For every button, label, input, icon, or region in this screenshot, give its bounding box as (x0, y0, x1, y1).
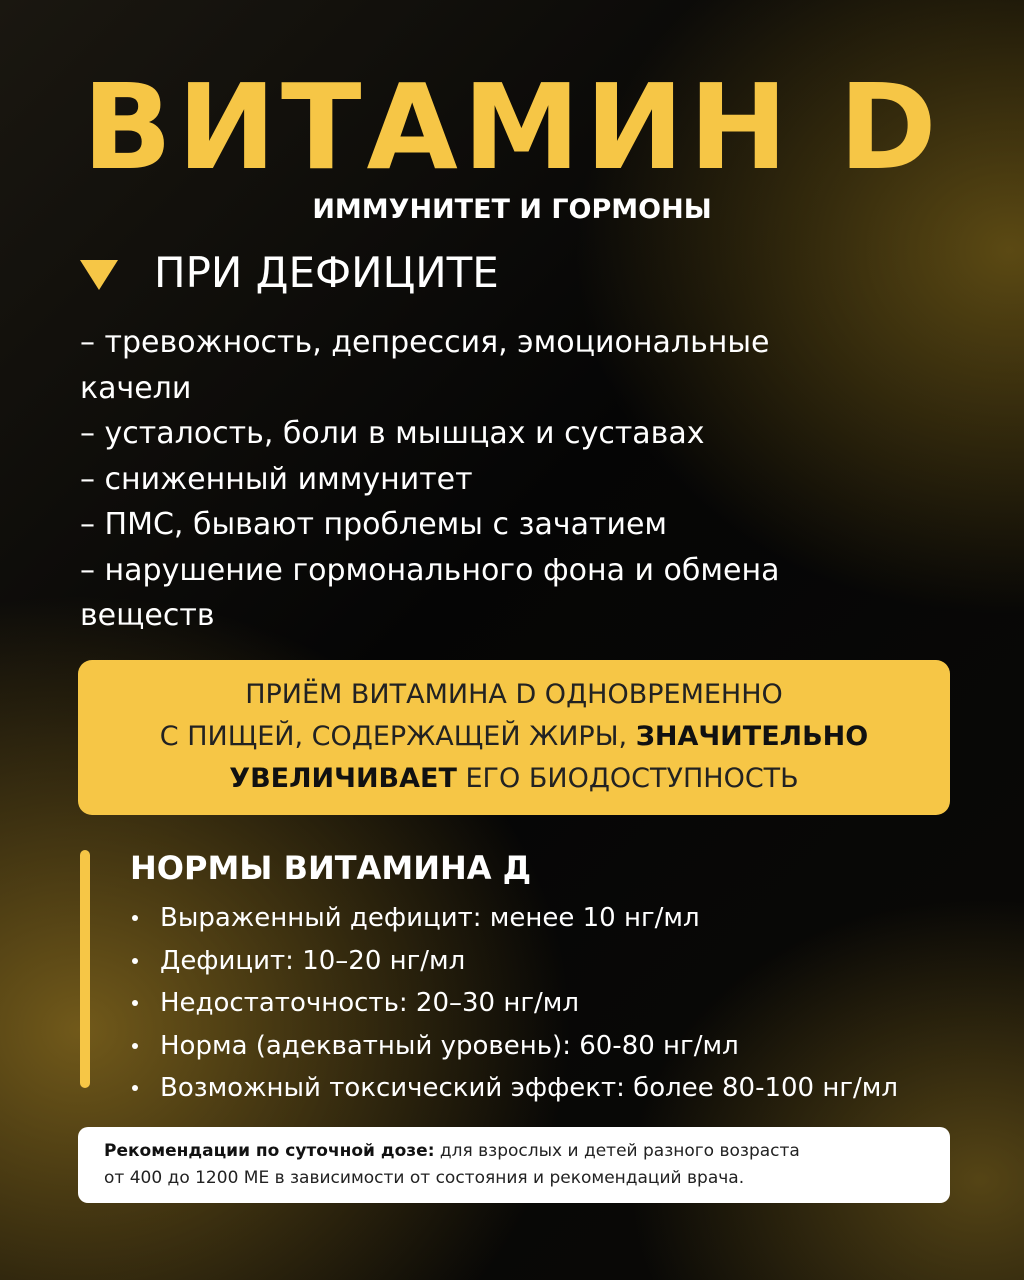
norm-text: Норма (адекватный уровень): 60-80 нг/мл (160, 1030, 739, 1061)
note-line-1 (104, 1138, 950, 1165)
callout-text: С ПИЩЕЙ, СОДЕРЖАЩЕЙ ЖИРЫ, (159, 721, 636, 752)
symptom-line: – нарушение гормонального фона и обмена (80, 552, 780, 588)
list-item (130, 982, 898, 1025)
dosage-note (78, 1127, 950, 1203)
note-text: для взрослых и детей разного возраста (434, 1141, 800, 1161)
symptom-list (80, 320, 940, 639)
list-item (130, 1067, 898, 1110)
callout-emphasis: ЗНАЧИТЕЛЬНО (635, 721, 869, 752)
note-label: Рекомендации по суточной дозе: (104, 1141, 435, 1161)
callout-line-1 (78, 674, 950, 716)
deficit-title: ПРИ ДЕФИЦИТЕ (154, 248, 499, 297)
page-title: ВИТАМИН D (82, 58, 942, 196)
triangle-down-icon (80, 260, 118, 290)
callout-text: ПРИЁМ ВИТАМИНА D ОДНОВРЕМЕННО (245, 679, 783, 710)
bullet-icon (132, 1085, 138, 1091)
symptom-line: веществ (80, 598, 215, 633)
bullet-icon (132, 1043, 138, 1049)
bullet-icon (132, 915, 138, 921)
callout-line-3 (78, 758, 950, 800)
norms-accent-bar (80, 850, 90, 1088)
norm-text: Выраженный дефицит: менее 10 нг/мл (160, 903, 700, 933)
callout-emphasis: УВЕЛИЧИВАЕТ (229, 763, 457, 794)
bioavailability-callout (78, 660, 950, 815)
list-item (130, 940, 898, 983)
list-item (130, 1025, 898, 1068)
norm-text: Дефицит: 10–20 нг/мл (160, 945, 466, 976)
norms-list (130, 897, 898, 1110)
symptom-line: – ПМС, бывают проблемы с зачатием (80, 507, 668, 542)
bullet-icon (132, 958, 138, 964)
note-line-2: от 400 до 1200 МЕ в зависимости от состояния и рекомендаций врача. (104, 1168, 745, 1188)
norms-title: НОРМЫ ВИТАМИНА Д (130, 849, 532, 887)
symptom-line: – сниженный иммунитет (80, 461, 473, 497)
symptom-line: – усталость, боли в мышцах и суставах (80, 416, 705, 451)
deficit-heading (80, 245, 499, 301)
callout-text: ЕГО БИОДОСТУПНОСТЬ (456, 763, 799, 794)
page-subtitle: ИММУНИТЕТ И ГОРМОНЫ (312, 194, 712, 225)
norm-text: Недостаточность: 20–30 нг/мл (160, 988, 579, 1018)
list-item (130, 897, 898, 940)
symptom-line: – тревожность, депрессия, эмоциональные (80, 325, 770, 360)
symptom-line: качели (80, 370, 192, 406)
bullet-icon (132, 1000, 138, 1006)
callout-line-2 (78, 716, 950, 758)
norm-text: Возможный токсический эффект: более 80-100 нг/мл (160, 1073, 898, 1103)
